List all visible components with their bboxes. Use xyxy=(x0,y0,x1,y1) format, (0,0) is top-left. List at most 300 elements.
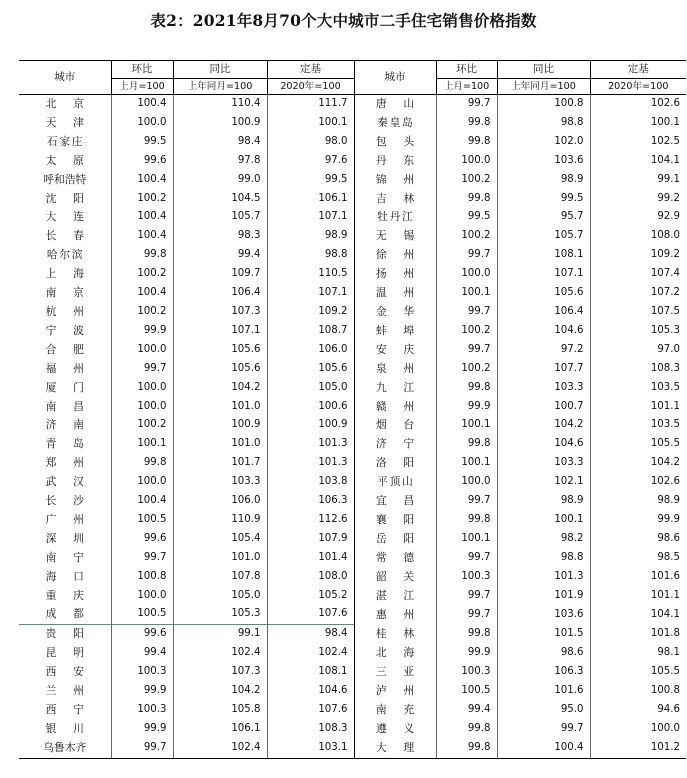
table-row xyxy=(19,435,686,454)
city-name-right: 宜昌 xyxy=(354,492,436,511)
mom-value-right: 100.1 xyxy=(436,284,497,303)
fixed-value-left: 101.4 xyxy=(267,549,354,568)
mom-value-left: 100.0 xyxy=(111,114,173,133)
fixed-value-right: 98.6 xyxy=(590,530,686,549)
yoy-value-right: 100.4 xyxy=(497,739,590,758)
mom-header-left: 环比 xyxy=(111,61,173,79)
mom-value-left: 100.2 xyxy=(111,303,173,322)
table-row xyxy=(19,227,686,246)
yoy-value-left: 101.0 xyxy=(173,398,267,417)
mom-value-right: 99.9 xyxy=(436,644,497,663)
yoy-value-right: 95.7 xyxy=(497,208,590,227)
mom-value-left: 100.8 xyxy=(111,568,173,587)
fixed-value-right: 99.2 xyxy=(590,190,686,209)
yoy-value-left: 105.0 xyxy=(173,587,267,606)
fixed-value-left: 101.3 xyxy=(267,435,354,454)
yoy-value-left: 105.8 xyxy=(173,701,267,720)
mom-value-left: 100.4 xyxy=(111,95,173,114)
mom-value-left: 99.5 xyxy=(111,133,173,152)
city-name-left: 长春 xyxy=(45,229,84,243)
price-index-table xyxy=(19,60,686,759)
mom-value-right: 100.2 xyxy=(436,227,497,246)
mom-value-left: 99.6 xyxy=(111,625,173,644)
mom-base-left: 上月=100 xyxy=(111,79,173,95)
table-row xyxy=(19,720,686,739)
fixed-value-left: 105.6 xyxy=(267,360,354,379)
table-row xyxy=(19,265,686,284)
mom-value-right: 99.8 xyxy=(436,190,497,209)
fixed-value-left: 107.9 xyxy=(267,530,354,549)
mom-value-right: 100.0 xyxy=(436,152,497,171)
fixed-value-right: 100.1 xyxy=(590,114,686,133)
table-row xyxy=(19,246,686,265)
yoy-base-left: 上年同月=100 xyxy=(173,79,267,95)
city-name-left: 广州 xyxy=(45,512,84,526)
yoy-value-left: 106.4 xyxy=(173,284,267,303)
city-name-left: 成都 xyxy=(45,607,84,621)
city-name-left: 宁波 xyxy=(45,323,84,337)
yoy-value-right: 100.1 xyxy=(497,511,590,530)
yoy-value-left: 104.2 xyxy=(173,379,267,398)
fixed-value-right: 101.8 xyxy=(590,625,686,644)
city-header-left: 城市 xyxy=(19,61,111,95)
fixed-value-left: 100.1 xyxy=(267,114,354,133)
mom-value-right: 100.1 xyxy=(436,416,497,435)
city-name-right: 包头 xyxy=(354,133,436,152)
fixed-value-right: 105.5 xyxy=(590,663,686,682)
mom-value-right: 100.2 xyxy=(436,360,497,379)
table-row xyxy=(19,360,686,379)
city-name-right: 惠州 xyxy=(354,605,436,624)
city-name-right: 北海 xyxy=(354,644,436,663)
fixed-value-right: 100.8 xyxy=(590,682,686,701)
mom-value-left: 99.6 xyxy=(111,152,173,171)
mom-value-right: 100.1 xyxy=(436,454,497,473)
mom-value-right: 99.8 xyxy=(436,720,497,739)
yoy-value-right: 98.8 xyxy=(497,549,590,568)
city-name-left: 南昌 xyxy=(45,399,84,413)
fixed-value-left: 103.8 xyxy=(267,473,354,492)
city-name-right: 吉林 xyxy=(354,190,436,209)
mom-value-left: 100.0 xyxy=(111,341,173,360)
city-name-right: 泸州 xyxy=(354,682,436,701)
city-name-left: 武汉 xyxy=(45,475,84,489)
yoy-value-right: 107.1 xyxy=(497,265,590,284)
table-row xyxy=(19,530,686,549)
yoy-value-left: 105.7 xyxy=(173,208,267,227)
mom-value-left: 99.7 xyxy=(111,360,173,379)
table-row xyxy=(19,454,686,473)
fixed-value-right: 101.1 xyxy=(590,587,686,606)
fixed-value-right: 102.6 xyxy=(590,473,686,492)
fixed-base-right: 2020年=100 xyxy=(590,79,686,95)
yoy-value-left: 105.3 xyxy=(173,605,267,624)
fixed-value-left: 109.2 xyxy=(267,303,354,322)
city-name-right: 安庆 xyxy=(354,341,436,360)
city-name-left: 大连 xyxy=(45,210,84,224)
table-body xyxy=(19,95,686,759)
city-name-right: 扬州 xyxy=(354,265,436,284)
mom-value-right: 99.7 xyxy=(436,587,497,606)
header-row-2 xyxy=(19,79,686,95)
table-row xyxy=(19,568,686,587)
yoy-value-left: 106.0 xyxy=(173,492,267,511)
mom-value-left: 100.5 xyxy=(111,605,173,624)
fixed-value-right: 101.2 xyxy=(590,739,686,758)
fixed-value-left: 100.6 xyxy=(267,398,354,417)
yoy-value-left: 102.4 xyxy=(173,739,267,758)
city-name-left: 哈尔滨 xyxy=(46,248,83,262)
table-row xyxy=(19,398,686,417)
city-name-left: 贵阳 xyxy=(19,625,111,644)
mom-value-left: 100.0 xyxy=(111,379,173,398)
mom-value-right: 99.9 xyxy=(436,398,497,417)
table-row xyxy=(19,379,686,398)
table-row xyxy=(19,190,686,209)
yoy-value-left: 104.5 xyxy=(173,190,267,209)
fixed-value-left: 107.1 xyxy=(267,208,354,227)
yoy-value-right: 107.7 xyxy=(497,360,590,379)
yoy-value-left: 99.4 xyxy=(173,246,267,265)
city-name-left: 海口 xyxy=(45,569,84,583)
fixed-value-right: 94.6 xyxy=(590,701,686,720)
fixed-value-right: 107.5 xyxy=(590,303,686,322)
mom-value-right: 100.1 xyxy=(436,530,497,549)
fixed-value-left: 106.1 xyxy=(267,190,354,209)
mom-value-left: 100.2 xyxy=(111,265,173,284)
mom-value-right: 99.8 xyxy=(436,511,497,530)
mom-value-left: 100.0 xyxy=(111,473,173,492)
mom-value-right: 100.3 xyxy=(436,663,497,682)
city-name-right: 三亚 xyxy=(354,663,436,682)
fixed-value-left: 97.6 xyxy=(267,152,354,171)
yoy-value-left: 99.1 xyxy=(173,625,267,644)
yoy-value-right: 103.6 xyxy=(497,152,590,171)
mom-value-right: 99.7 xyxy=(436,246,497,265)
fixed-value-right: 99.1 xyxy=(590,171,686,190)
yoy-value-right: 98.2 xyxy=(497,530,590,549)
city-name-right: 济宁 xyxy=(354,435,436,454)
city-name-left: 合肥 xyxy=(45,342,84,356)
mom-value-left: 100.3 xyxy=(111,701,173,720)
table-row xyxy=(19,322,686,341)
fixed-value-right: 108.3 xyxy=(590,360,686,379)
yoy-value-left: 101.0 xyxy=(173,549,267,568)
city-name-left: 青岛 xyxy=(45,437,84,451)
fixed-value-left: 112.6 xyxy=(267,511,354,530)
city-name-right: 温州 xyxy=(354,284,436,303)
city-name-right: 九江 xyxy=(354,379,436,398)
fixed-value-left: 98.4 xyxy=(267,625,354,644)
yoy-value-right: 104.6 xyxy=(497,322,590,341)
table-row xyxy=(19,549,686,568)
city-name-right: 常德 xyxy=(354,549,436,568)
city-name-right: 湛江 xyxy=(354,587,436,606)
mom-value-left: 100.2 xyxy=(111,190,173,209)
yoy-value-left: 101.0 xyxy=(173,435,267,454)
table-row xyxy=(19,492,686,511)
fixed-value-left: 104.6 xyxy=(267,682,354,701)
table-row xyxy=(19,171,686,190)
city-name-right: 烟台 xyxy=(354,416,436,435)
mom-value-left: 99.7 xyxy=(111,739,173,758)
fixed-value-right: 108.0 xyxy=(590,227,686,246)
fixed-value-left: 106.0 xyxy=(267,341,354,360)
yoy-value-left: 105.4 xyxy=(173,530,267,549)
fixed-value-left: 108.1 xyxy=(267,663,354,682)
city-name-right: 韶关 xyxy=(354,568,436,587)
fixed-value-right: 107.4 xyxy=(590,265,686,284)
table-row xyxy=(19,644,686,663)
mom-value-left: 99.9 xyxy=(111,322,173,341)
mom-value-left: 100.4 xyxy=(111,208,173,227)
mom-value-right: 99.8 xyxy=(436,739,497,758)
yoy-value-right: 98.9 xyxy=(497,492,590,511)
table-row xyxy=(19,133,686,152)
city-name-left: 呼和浩特 xyxy=(43,172,87,186)
fixed-value-left: 110.5 xyxy=(267,265,354,284)
yoy-value-right: 95.0 xyxy=(497,701,590,720)
city-name-right: 徐州 xyxy=(354,246,436,265)
mom-value-left: 100.1 xyxy=(111,435,173,454)
fixed-value-left: 103.1 xyxy=(267,739,354,758)
fixed-value-right: 92.9 xyxy=(590,208,686,227)
yoy-value-right: 100.7 xyxy=(497,398,590,417)
table-row xyxy=(19,473,686,492)
yoy-value-left: 104.2 xyxy=(173,682,267,701)
fixed-value-left: 105.2 xyxy=(267,587,354,606)
yoy-value-right: 102.0 xyxy=(497,133,590,152)
city-name-left: 济南 xyxy=(45,418,84,432)
yoy-value-right: 103.3 xyxy=(497,379,590,398)
city-header-right: 城市 xyxy=(354,61,436,95)
yoy-value-right: 97.2 xyxy=(497,341,590,360)
fixed-base-left: 2020年=100 xyxy=(267,79,354,95)
yoy-value-left: 105.6 xyxy=(173,360,267,379)
fixed-value-left: 107.1 xyxy=(267,284,354,303)
fixed-value-right: 98.5 xyxy=(590,549,686,568)
yoy-value-left: 102.4 xyxy=(173,644,267,663)
city-name-left: 深圳 xyxy=(45,531,84,545)
city-name-left: 银川 xyxy=(45,721,84,735)
city-name-right: 赣州 xyxy=(354,398,436,417)
table-row xyxy=(19,701,686,720)
table-row xyxy=(19,605,686,624)
city-name-right: 洛阳 xyxy=(354,454,436,473)
yoy-value-left: 100.9 xyxy=(173,416,267,435)
fixed-value-right: 105.5 xyxy=(590,435,686,454)
yoy-value-left: 103.3 xyxy=(173,473,267,492)
mom-value-right: 99.8 xyxy=(436,625,497,644)
city-name-left: 郑州 xyxy=(45,456,84,470)
fixed-value-right: 104.1 xyxy=(590,605,686,624)
yoy-value-right: 105.6 xyxy=(497,284,590,303)
mom-value-right: 99.8 xyxy=(436,114,497,133)
yoy-value-right: 106.4 xyxy=(497,303,590,322)
fixed-value-right: 107.2 xyxy=(590,284,686,303)
fixed-value-right: 101.6 xyxy=(590,568,686,587)
fixed-value-left: 108.7 xyxy=(267,322,354,341)
fixed-value-left: 106.3 xyxy=(267,492,354,511)
yoy-value-right: 99.5 xyxy=(497,190,590,209)
fixed-value-left: 98.8 xyxy=(267,246,354,265)
fixed-value-right: 101.1 xyxy=(590,398,686,417)
city-name-right: 金华 xyxy=(354,303,436,322)
fixed-header-left: 定基 xyxy=(267,61,354,79)
yoy-value-left: 107.8 xyxy=(173,568,267,587)
table-row xyxy=(19,587,686,606)
city-name-right: 丹东 xyxy=(354,152,436,171)
city-name-right: 襄阳 xyxy=(354,511,436,530)
mom-value-left: 100.2 xyxy=(111,416,173,435)
mom-value-left: 99.9 xyxy=(111,720,173,739)
city-name-left: 长沙 xyxy=(45,494,84,508)
city-name-right: 平顶山 xyxy=(354,473,436,492)
header-row-1 xyxy=(19,61,686,79)
fixed-value-left: 111.7 xyxy=(267,95,354,114)
mom-value-left: 100.0 xyxy=(111,587,173,606)
yoy-value-left: 97.8 xyxy=(173,152,267,171)
mom-value-left: 100.4 xyxy=(111,171,173,190)
mom-value-right: 100.5 xyxy=(436,682,497,701)
table-row xyxy=(19,739,686,758)
city-name-left: 昆明 xyxy=(45,646,84,660)
table-row xyxy=(19,663,686,682)
mom-value-left: 99.8 xyxy=(111,246,173,265)
fixed-value-right: 98.1 xyxy=(590,644,686,663)
yoy-base-right: 上年同月=100 xyxy=(497,79,590,95)
yoy-value-right: 98.8 xyxy=(497,114,590,133)
fixed-value-right: 102.5 xyxy=(590,133,686,152)
table-row xyxy=(19,95,686,114)
mom-value-left: 100.4 xyxy=(111,284,173,303)
yoy-value-left: 101.7 xyxy=(173,454,267,473)
city-name-left: 杭州 xyxy=(45,304,84,318)
fixed-value-left: 98.0 xyxy=(267,133,354,152)
yoy-value-left: 107.3 xyxy=(173,303,267,322)
table-row xyxy=(19,152,686,171)
mom-value-right: 100.2 xyxy=(436,171,497,190)
city-name-right: 无锡 xyxy=(354,227,436,246)
table-title: 表2：2021年8月70个大中城市二手住宅销售价格指数 xyxy=(150,11,537,30)
yoy-value-right: 99.7 xyxy=(497,720,590,739)
fixed-value-right: 100.0 xyxy=(590,720,686,739)
fixed-value-left: 99.5 xyxy=(267,171,354,190)
table-row xyxy=(19,303,686,322)
fixed-value-right: 109.2 xyxy=(590,246,686,265)
mom-value-right: 99.7 xyxy=(436,549,497,568)
mom-value-left: 99.8 xyxy=(111,454,173,473)
fixed-value-left: 108.0 xyxy=(267,568,354,587)
yoy-value-left: 100.9 xyxy=(173,114,267,133)
yoy-value-left: 105.6 xyxy=(173,341,267,360)
mom-value-left: 99.9 xyxy=(111,682,173,701)
mom-value-right: 100.0 xyxy=(436,265,497,284)
fixed-value-left: 102.4 xyxy=(267,644,354,663)
city-name-left: 厦门 xyxy=(45,380,84,394)
table-row xyxy=(19,416,686,435)
mom-value-right: 99.8 xyxy=(436,435,497,454)
table-row xyxy=(19,114,686,133)
yoy-value-left: 98.3 xyxy=(173,227,267,246)
city-name-left: 太原 xyxy=(45,153,84,167)
fixed-value-right: 102.6 xyxy=(590,95,686,114)
city-name-left: 上海 xyxy=(45,267,84,281)
city-name-right: 锦州 xyxy=(354,171,436,190)
mom-value-right: 100.3 xyxy=(436,568,497,587)
fixed-header-right: 定基 xyxy=(590,61,686,79)
yoy-value-right: 103.6 xyxy=(497,605,590,624)
city-name-left: 西安 xyxy=(45,665,84,679)
mom-value-left: 99.4 xyxy=(111,644,173,663)
city-name-right: 岳阳 xyxy=(354,530,436,549)
yoy-value-left: 99.0 xyxy=(173,171,267,190)
yoy-value-left: 109.7 xyxy=(173,265,267,284)
city-name-left: 重庆 xyxy=(45,588,84,602)
city-name-left: 乌鲁木齐 xyxy=(19,739,111,758)
yoy-value-right: 101.3 xyxy=(497,568,590,587)
mom-value-left: 99.7 xyxy=(111,549,173,568)
fixed-value-left: 100.9 xyxy=(267,416,354,435)
city-name-right: 蚌埠 xyxy=(354,322,436,341)
fixed-value-right: 98.9 xyxy=(590,492,686,511)
mom-value-right: 99.8 xyxy=(436,133,497,152)
yoy-value-left: 98.4 xyxy=(173,133,267,152)
city-name-left: 沈阳 xyxy=(45,191,84,205)
yoy-value-right: 98.6 xyxy=(497,644,590,663)
fixed-value-left: 107.6 xyxy=(267,701,354,720)
city-name-right: 牡丹江 xyxy=(354,208,436,227)
yoy-value-left: 107.3 xyxy=(173,663,267,682)
city-name-right: 泉州 xyxy=(354,360,436,379)
table-row xyxy=(19,208,686,227)
city-name-left: 西宁 xyxy=(45,703,84,716)
mom-value-right: 99.4 xyxy=(436,701,497,720)
fixed-value-right: 104.2 xyxy=(590,454,686,473)
city-name-right: 秦皇岛 xyxy=(354,114,436,133)
mom-value-right: 99.7 xyxy=(436,95,497,114)
table-row xyxy=(19,284,686,303)
city-name-left: 兰州 xyxy=(45,684,84,698)
table-row xyxy=(19,625,686,644)
fixed-value-left: 107.6 xyxy=(267,605,354,624)
fixed-value-right: 104.1 xyxy=(590,152,686,171)
yoy-value-right: 104.2 xyxy=(497,416,590,435)
mom-value-left: 99.6 xyxy=(111,530,173,549)
fixed-value-right: 103.5 xyxy=(590,379,686,398)
fixed-value-right: 103.5 xyxy=(590,416,686,435)
table-row xyxy=(19,682,686,701)
table-row xyxy=(19,341,686,360)
yoy-value-right: 102.1 xyxy=(497,473,590,492)
mom-value-left: 100.4 xyxy=(111,227,173,246)
mom-value-right: 100.2 xyxy=(436,322,497,341)
yoy-value-right: 101.6 xyxy=(497,682,590,701)
mom-value-left: 100.4 xyxy=(111,492,173,511)
yoy-header-left: 同比 xyxy=(173,61,267,79)
fixed-value-left: 101.3 xyxy=(267,454,354,473)
mom-value-left: 100.3 xyxy=(111,663,173,682)
yoy-header-right: 同比 xyxy=(497,61,590,79)
fixed-value-left: 105.0 xyxy=(267,379,354,398)
mom-value-left: 100.0 xyxy=(111,398,173,417)
yoy-value-right: 105.7 xyxy=(497,227,590,246)
yoy-value-right: 104.6 xyxy=(497,435,590,454)
city-name-right: 遵义 xyxy=(354,720,436,739)
yoy-value-right: 101.9 xyxy=(497,587,590,606)
mom-value-right: 99.7 xyxy=(436,341,497,360)
city-name-right: 唐山 xyxy=(354,95,436,114)
